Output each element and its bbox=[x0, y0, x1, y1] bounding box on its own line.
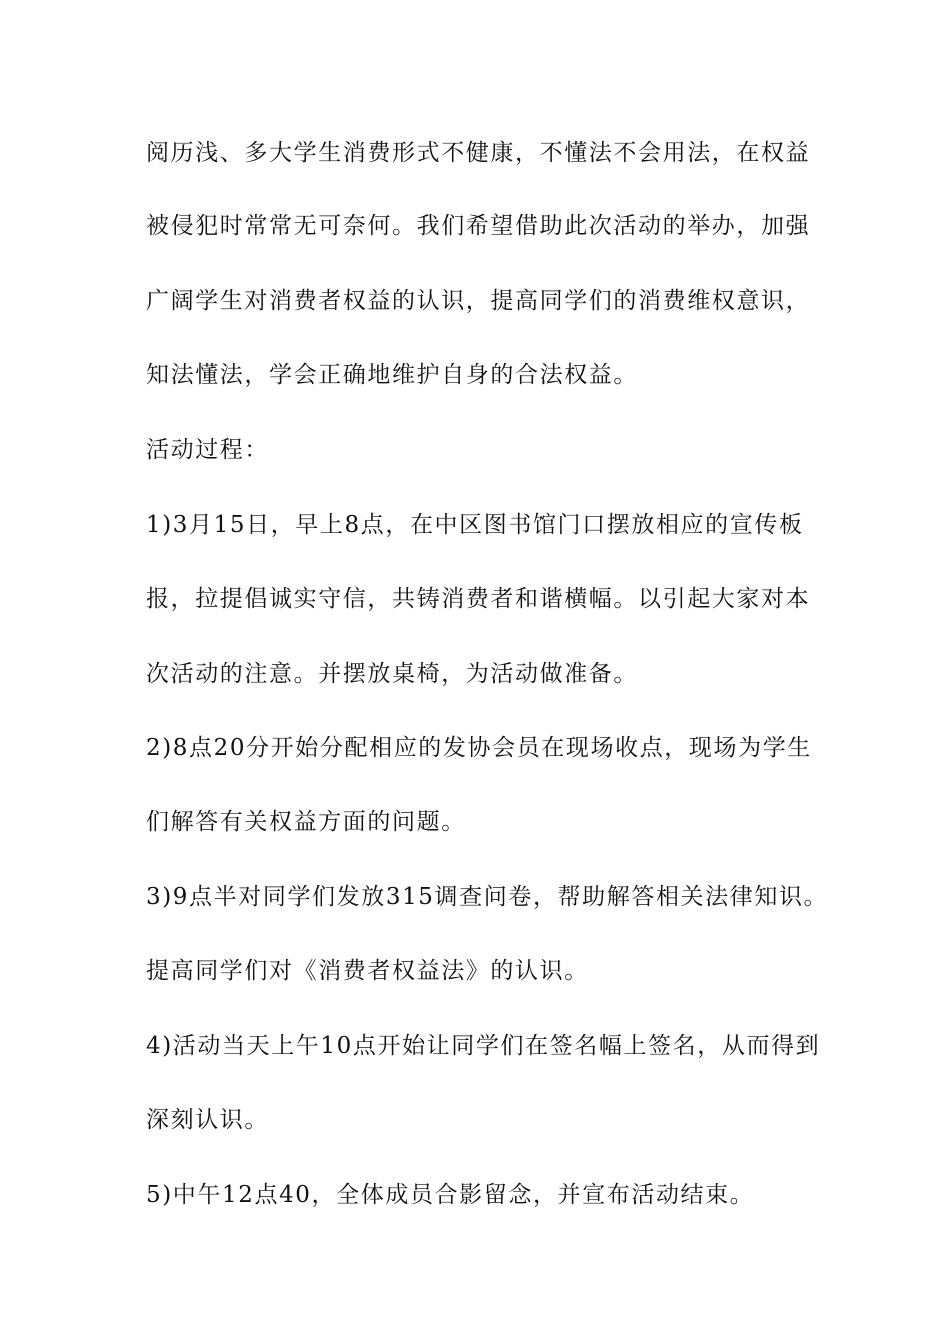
text-line: 1)3月15日，早上8点，在中区图书馆门口摆放相应的宣传板 bbox=[146, 512, 804, 538]
text-line: 2)8点20分开始分配相应的发协会员在现场收点，现场为学生 bbox=[146, 735, 812, 761]
text-line: 知法懂法，学会正确地维护自身的合法权益。 bbox=[146, 362, 638, 388]
text-line: 阅历浅、多大学生消费形式不健康，不懂法不会用法，在权益 bbox=[146, 140, 811, 166]
section-heading: 活动过程： bbox=[146, 437, 269, 463]
text-line: 3)9点半对同学们发放315调查问卷，帮助解答相关法律知识。 bbox=[146, 884, 829, 910]
text-line: 广阔学生对消费者权益的认识，提高同学们的消费维权意识， bbox=[146, 288, 811, 314]
text-line: 提高同学们对《消费者权益法》的认识。 bbox=[146, 958, 589, 984]
text-line: 次活动的注意。并摆放桌椅，为活动做准备。 bbox=[146, 661, 638, 687]
text-line: 报，拉提倡诚实守信，共铸消费者和谐横幅。以引起大家对本 bbox=[146, 586, 811, 612]
text-line: 们解答有关权益方面的问题。 bbox=[146, 809, 466, 835]
text-line: 5)中午12点40，全体成员合影留念，并宣布活动结束。 bbox=[146, 1182, 755, 1208]
text-line: 被侵犯时常常无可奈何。我们希望借助此次活动的举办，加强 bbox=[146, 213, 811, 239]
text-line: 4)活动当天上午10点开始让同学们在签名幅上签名，从而得到 bbox=[146, 1033, 821, 1059]
text-line: 深刻认识。 bbox=[146, 1107, 269, 1133]
